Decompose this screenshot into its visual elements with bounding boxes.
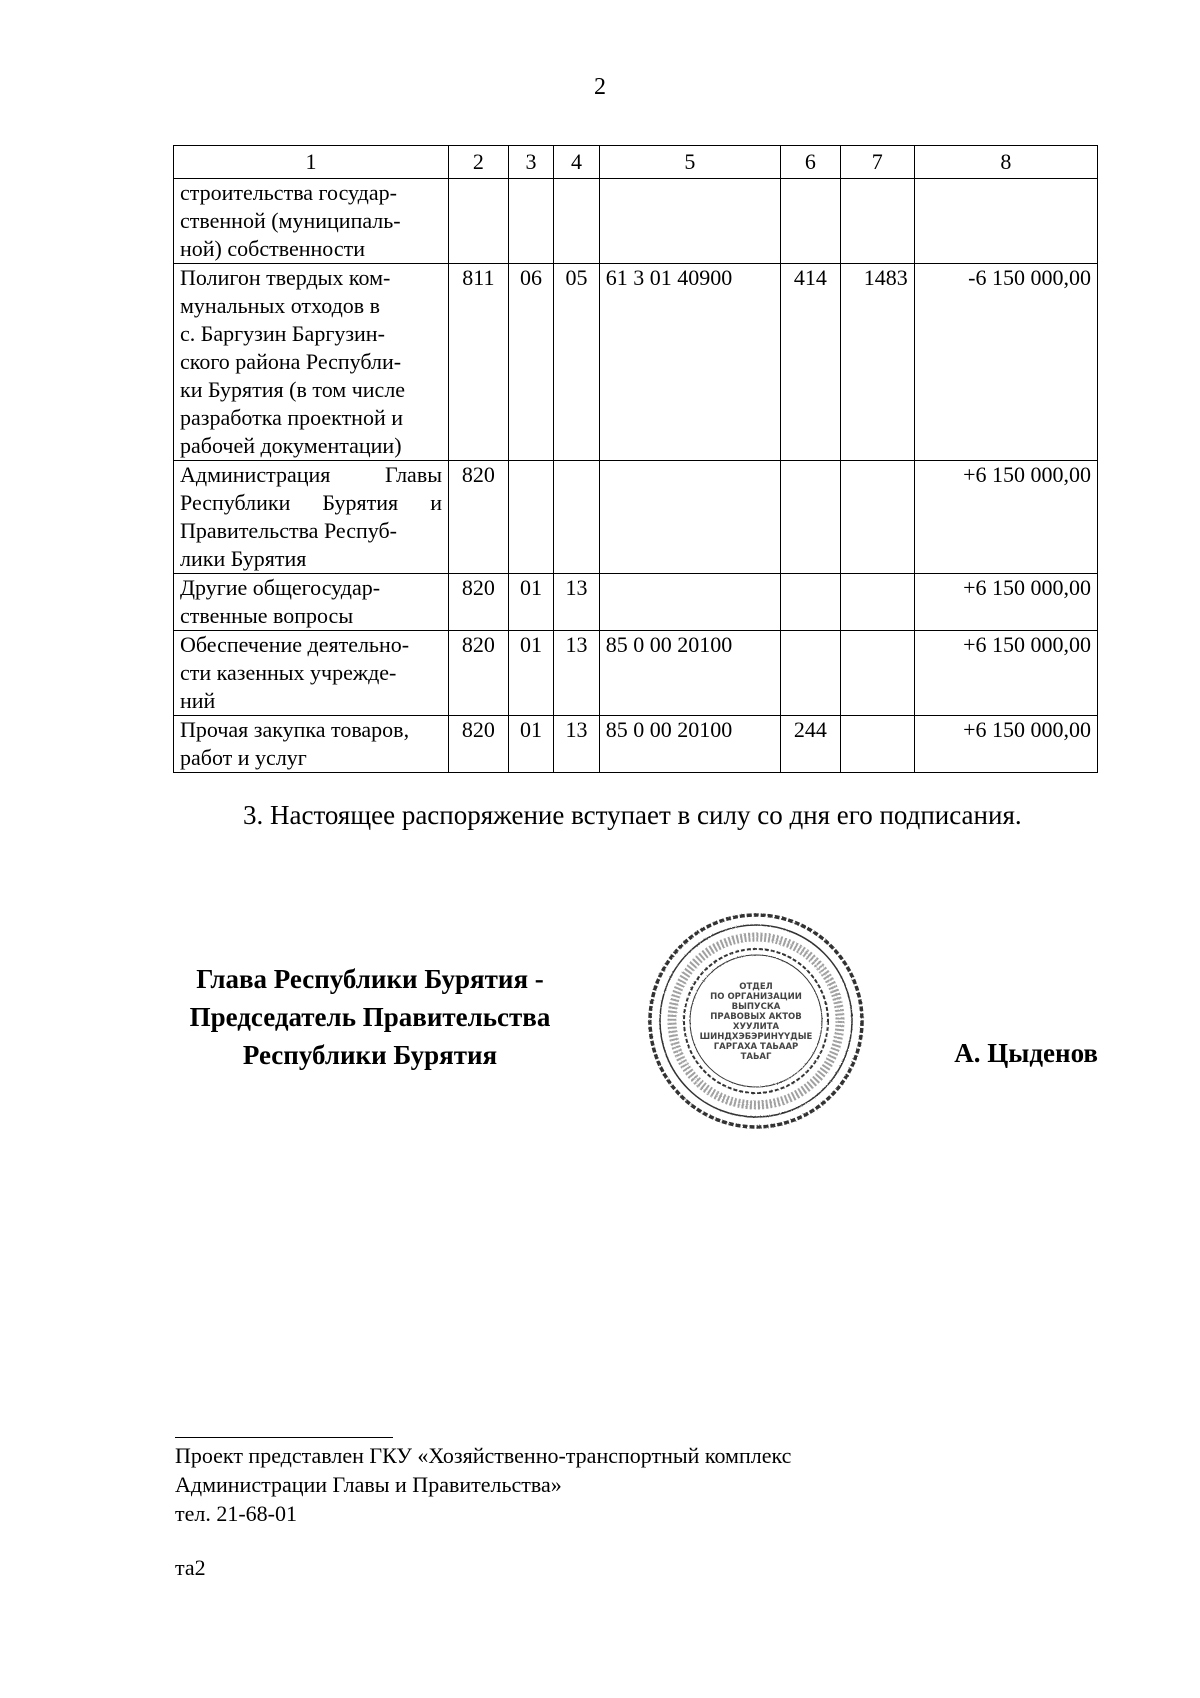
- cell-col-2: 820: [449, 461, 509, 574]
- cell-col-6: 414: [780, 264, 840, 461]
- cell-col-3: 06: [508, 264, 553, 461]
- seal-text-line: ПО ОРГАНИЗАЦИИ: [710, 992, 802, 1002]
- seal-text-line: ХУУЛИТА: [732, 1022, 780, 1032]
- cell-col-7: [840, 631, 914, 716]
- cell-col-3: [508, 461, 553, 574]
- signatory-line-1: Глава Республики Бурятия -: [196, 964, 544, 994]
- cell-col-7: [840, 179, 914, 264]
- cell-col-4: 13: [554, 574, 599, 631]
- header-cell-5: 5: [599, 146, 780, 179]
- cell-col-5: 61 3 01 40900: [599, 264, 780, 461]
- cell-col-8: +6 150 000,00: [914, 574, 1097, 631]
- signatory-line-2: Председатель Правительства: [189, 1002, 551, 1032]
- seal-text-line: ШИНДХЭБЭРИНҮҮДЫЕ: [699, 1032, 813, 1042]
- cell-col-1: Обеспечение деятельно- сти казенных учрежде- ний: [174, 631, 449, 716]
- footnote-line-3: тел. 21-68-01: [175, 1501, 298, 1526]
- footnote: [175, 1441, 791, 1528]
- cell-col-1: Другие общегосудар- ственные вопросы: [174, 574, 449, 631]
- table-row: [174, 179, 1098, 264]
- footnote-line-2: Администрации Главы и Правительства»: [175, 1472, 562, 1497]
- table-row: [174, 574, 1098, 631]
- cell-col-1: Прочая закупка товаров, работ и услуг: [174, 716, 449, 773]
- cell-col-8: +6 150 000,00: [914, 461, 1097, 574]
- header-cell-1: 1: [174, 146, 449, 179]
- cell-col-2: [449, 179, 509, 264]
- cell-col-4: [554, 461, 599, 574]
- budget-changes-table: [173, 145, 1098, 773]
- cell-col-4: 05: [554, 264, 599, 461]
- cell-col-6: [780, 631, 840, 716]
- cell-col-6: [780, 574, 840, 631]
- cell-col-8: [914, 179, 1097, 264]
- cell-col-8: +6 150 000,00: [914, 716, 1097, 773]
- cell-col-6: 244: [780, 716, 840, 773]
- table-header-row: [174, 146, 1098, 179]
- seal-text-line: ПРАВОВЫХ АКТОВ: [710, 1012, 802, 1022]
- cell-col-2: 820: [449, 574, 509, 631]
- cell-col-8: -6 150 000,00: [914, 264, 1097, 461]
- cell-col-7: 1483: [840, 264, 914, 461]
- cell-col-5: 85 0 00 20100: [599, 631, 780, 716]
- header-cell-2: 2: [449, 146, 509, 179]
- cell-col-6: [780, 461, 840, 574]
- cell-col-3: 01: [508, 716, 553, 773]
- cell-col-4: 13: [554, 631, 599, 716]
- cell-col-1: строительства государ- ственной (муниципаль- ной) собственности: [174, 179, 449, 264]
- cell-col-5: 85 0 00 20100: [599, 716, 780, 773]
- footnote-divider: [175, 1437, 393, 1438]
- page-number: 2: [594, 74, 606, 100]
- footnote-line-1: Проект представлен ГКУ «Хозяйственно-транспортный комплекс: [175, 1443, 792, 1468]
- document-code: та2: [175, 1555, 206, 1580]
- cell-col-3: 01: [508, 574, 553, 631]
- cell-col-4: [554, 179, 599, 264]
- cell-col-7: [840, 716, 914, 773]
- effective-date-clause: 3. Настоящее распоряжение вступает в силу со дня его подписания.: [243, 800, 1022, 830]
- cell-col-2: 820: [449, 631, 509, 716]
- seal-text-line: ОТДЕЛ: [739, 982, 773, 992]
- cell-col-1: Администрация Главы Республики Бурятия и Правительства Респуб- лики Бурятия: [174, 461, 449, 574]
- header-cell-4: 4: [554, 146, 599, 179]
- seal-text-line: ТАЬАГ: [740, 1052, 772, 1062]
- cell-col-2: 820: [449, 716, 509, 773]
- cell-col-5: [599, 574, 780, 631]
- cell-col-4: 13: [554, 716, 599, 773]
- cell-col-2: 811: [449, 264, 509, 461]
- signer-name: А. Цыденов: [954, 1038, 1098, 1068]
- header-cell-6: 6: [780, 146, 840, 179]
- official-seal: [645, 910, 867, 1132]
- seal-text-line: ГАРГАХА ТАЬААР: [713, 1042, 799, 1052]
- cell-col-3: [508, 179, 553, 264]
- table-row: [174, 461, 1098, 574]
- table-row: [174, 716, 1098, 773]
- seal-text-line: ВЫПУСКА: [731, 1002, 781, 1012]
- cell-col-7: [840, 461, 914, 574]
- cell-col-8: +6 150 000,00: [914, 631, 1097, 716]
- cell-col-6: [780, 179, 840, 264]
- cell-col-7: [840, 574, 914, 631]
- cell-col-5: [599, 179, 780, 264]
- table-row: [174, 264, 1098, 461]
- cell-col-3: 01: [508, 631, 553, 716]
- table-row: [174, 631, 1098, 716]
- header-cell-8: 8: [914, 146, 1097, 179]
- header-cell-7: 7: [840, 146, 914, 179]
- signatory-title: [175, 960, 565, 1074]
- header-cell-3: 3: [508, 146, 553, 179]
- signatory-line-3: Республики Бурятия: [242, 1040, 498, 1070]
- cell-col-1: Полигон твердых ком- мунальных отходов в с. Баргузин Баргузин- ского района Республи- ки Бурятия (в том числе разработка проектной и рабочей документации): [174, 264, 449, 461]
- cell-col-5: [599, 461, 780, 574]
